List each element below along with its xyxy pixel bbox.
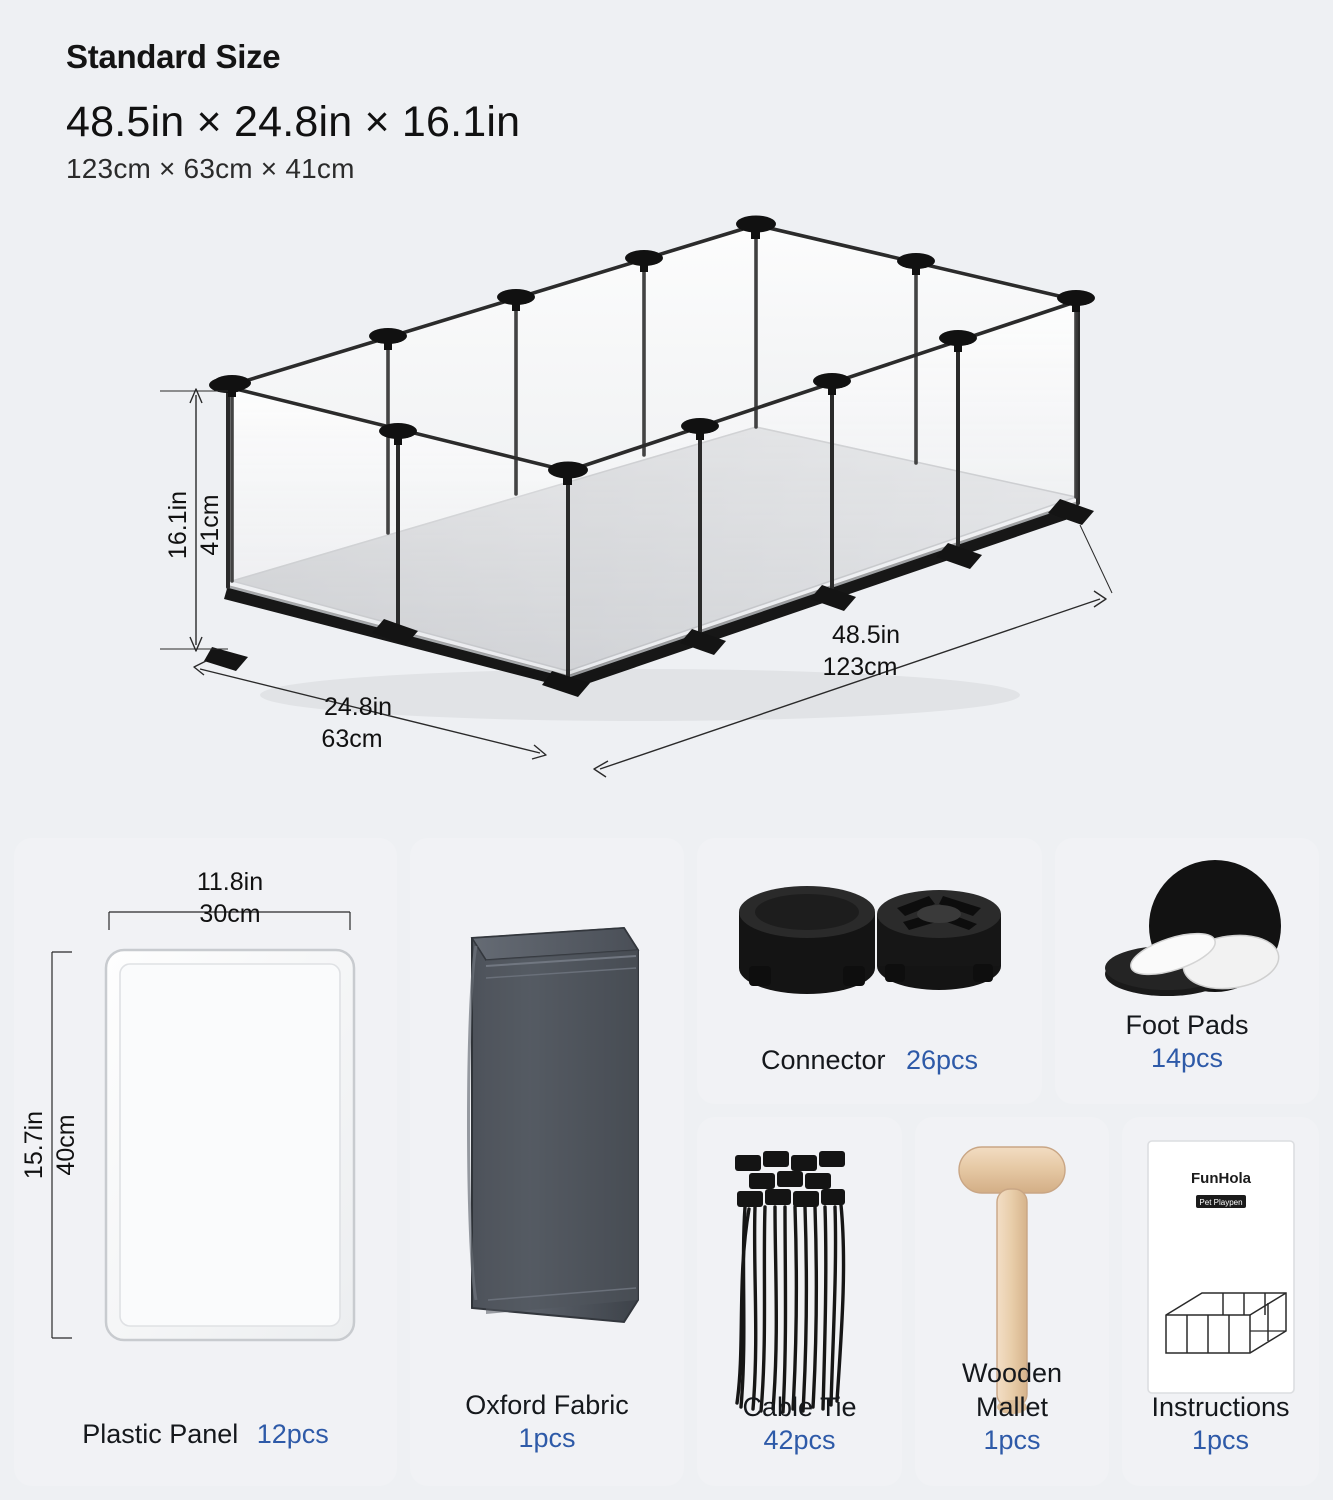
cable-tie-caption xyxy=(697,1391,902,1459)
parts-list xyxy=(14,838,1319,1486)
foot-pads-qty: 14pcs xyxy=(1150,1043,1224,1074)
dimensions-centimeters: 123cm × 63cm × 41cm xyxy=(66,153,355,184)
playpen-illustration xyxy=(0,195,1333,815)
panel-height-cm: 40cm xyxy=(52,1114,80,1176)
playpen-diagram xyxy=(0,195,1333,815)
cable-tie-qty: 42pcs xyxy=(763,1425,836,1456)
panel-width-cm: 30cm xyxy=(199,900,261,928)
length-label-cm: 123cm xyxy=(822,653,898,681)
height-label-cm: 41cm xyxy=(196,494,224,556)
oxford-fabric-label: Oxford Fabric xyxy=(465,1389,629,1420)
part-card-instructions xyxy=(1122,1117,1319,1486)
instructions-qty: 1pcs xyxy=(1191,1425,1250,1456)
part-card-plastic-panel xyxy=(14,838,397,1486)
wooden-mallet-qty: 1pcs xyxy=(983,1425,1041,1456)
oxford-fabric-caption xyxy=(410,1389,684,1457)
foot-pads-caption xyxy=(1055,1009,1319,1077)
cable-tie-label: Cable Tie xyxy=(742,1391,857,1422)
oxford-fabric-qty: 1pcs xyxy=(518,1423,576,1454)
part-card-cable-tie xyxy=(697,1117,902,1486)
dimensions-inches: 48.5in × 24.8in × 16.1in xyxy=(66,98,521,146)
connector-caption xyxy=(697,1045,1042,1076)
plastic-panel-qty: 12pcs xyxy=(256,1419,329,1449)
connector-qty: 26pcs xyxy=(905,1045,979,1075)
header xyxy=(66,38,520,185)
height-label-in: 16.1in xyxy=(164,490,192,560)
width-label-cm: 63cm xyxy=(321,725,383,753)
page-title: Standard Size xyxy=(66,38,281,75)
plastic-panel-caption xyxy=(14,1419,397,1450)
foot-pads-label: Foot Pads xyxy=(1125,1009,1249,1040)
plastic-panel-illustration xyxy=(14,838,397,1486)
part-card-wooden-mallet xyxy=(915,1117,1109,1486)
wooden-mallet-label-line1: Wooden xyxy=(961,1357,1063,1388)
connector-label: Connector xyxy=(760,1045,886,1075)
part-card-connector xyxy=(697,838,1042,1104)
part-card-oxford-fabric xyxy=(410,838,684,1486)
instructions-caption xyxy=(1122,1391,1319,1459)
wooden-mallet-label-line2: Mallet xyxy=(975,1391,1049,1422)
length-label-in: 48.5in xyxy=(831,621,901,649)
width-label-in: 24.8in xyxy=(323,693,393,721)
plastic-panel-label: Plastic Panel xyxy=(82,1419,239,1449)
instructions-subtitle: Pet Playpen xyxy=(1199,1198,1243,1207)
part-card-foot-pads xyxy=(1055,838,1319,1104)
panel-height-in: 15.7in xyxy=(20,1110,48,1180)
wooden-mallet-caption xyxy=(915,1357,1109,1458)
panel-width-in: 11.8in xyxy=(196,868,264,896)
instructions-label: Instructions xyxy=(1151,1391,1290,1422)
instructions-brand: FunHola xyxy=(1191,1170,1251,1187)
